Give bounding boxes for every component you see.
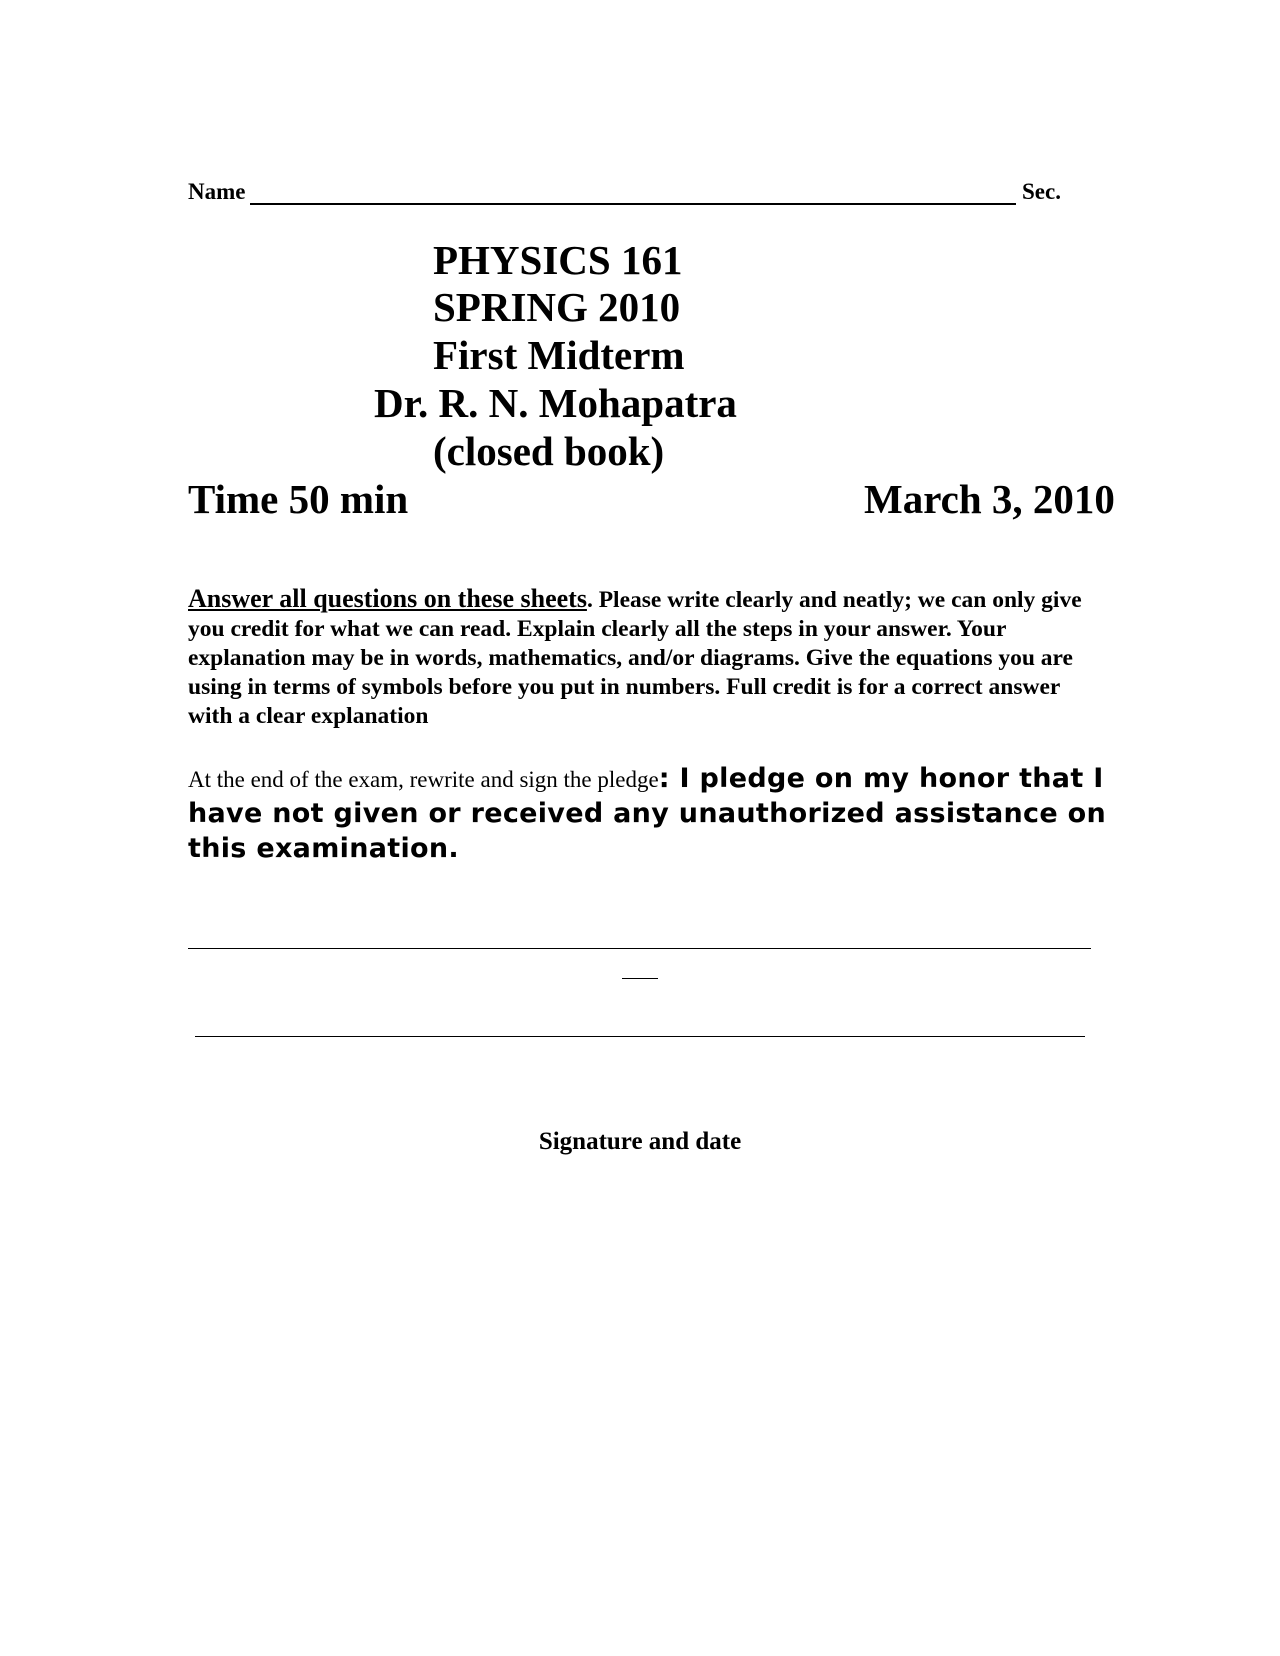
pledge-writing-line-1[interactable]: [188, 948, 1091, 949]
exam-duration: Time 50 min: [188, 476, 409, 522]
name-field-line[interactable]: [250, 203, 1016, 205]
course-title: PHYSICS 161: [433, 237, 683, 283]
closed-book-note: (closed book): [433, 428, 665, 474]
exam-name: First Midterm: [433, 332, 685, 378]
instructions-body: . Please write clearly and neatly; we can only give you credit for what we can read. Explain clearly all the steps in your answer. Your explanation may be in words, mathematics, and/or diagrams. Give the equations you are using in terms of symbols before you put in numbers. Full credit is for a correct answer with a clear explanation: [188, 587, 1082, 729]
signature-and-date-label: Signature and date: [538, 1128, 742, 1155]
section-label: Sec.: [1022, 179, 1061, 204]
name-section-row: [188, 176, 1061, 208]
pledge-colon: :: [658, 763, 670, 794]
pledge-intro: At the end of the exam, rewrite and sign the pledge: [188, 767, 659, 792]
pledge-writing-line-stub: [622, 978, 658, 979]
instructions-lead: Answer all questions on these sheets: [188, 584, 587, 613]
instructor-name: Dr. R. N. Mohapatra: [374, 380, 737, 426]
term-title: SPRING 2010: [433, 284, 681, 330]
pledge-statement: I pledge on my honor that I have not given or received any unauthorized assistance on this examination.: [188, 763, 1107, 864]
instructions-paragraph: [188, 584, 1108, 731]
pledge-paragraph: [188, 762, 1108, 867]
exam-date: March 3, 2010: [864, 476, 1115, 522]
pledge-writing-line-2[interactable]: [195, 1036, 1085, 1037]
name-label: Name: [188, 179, 246, 204]
